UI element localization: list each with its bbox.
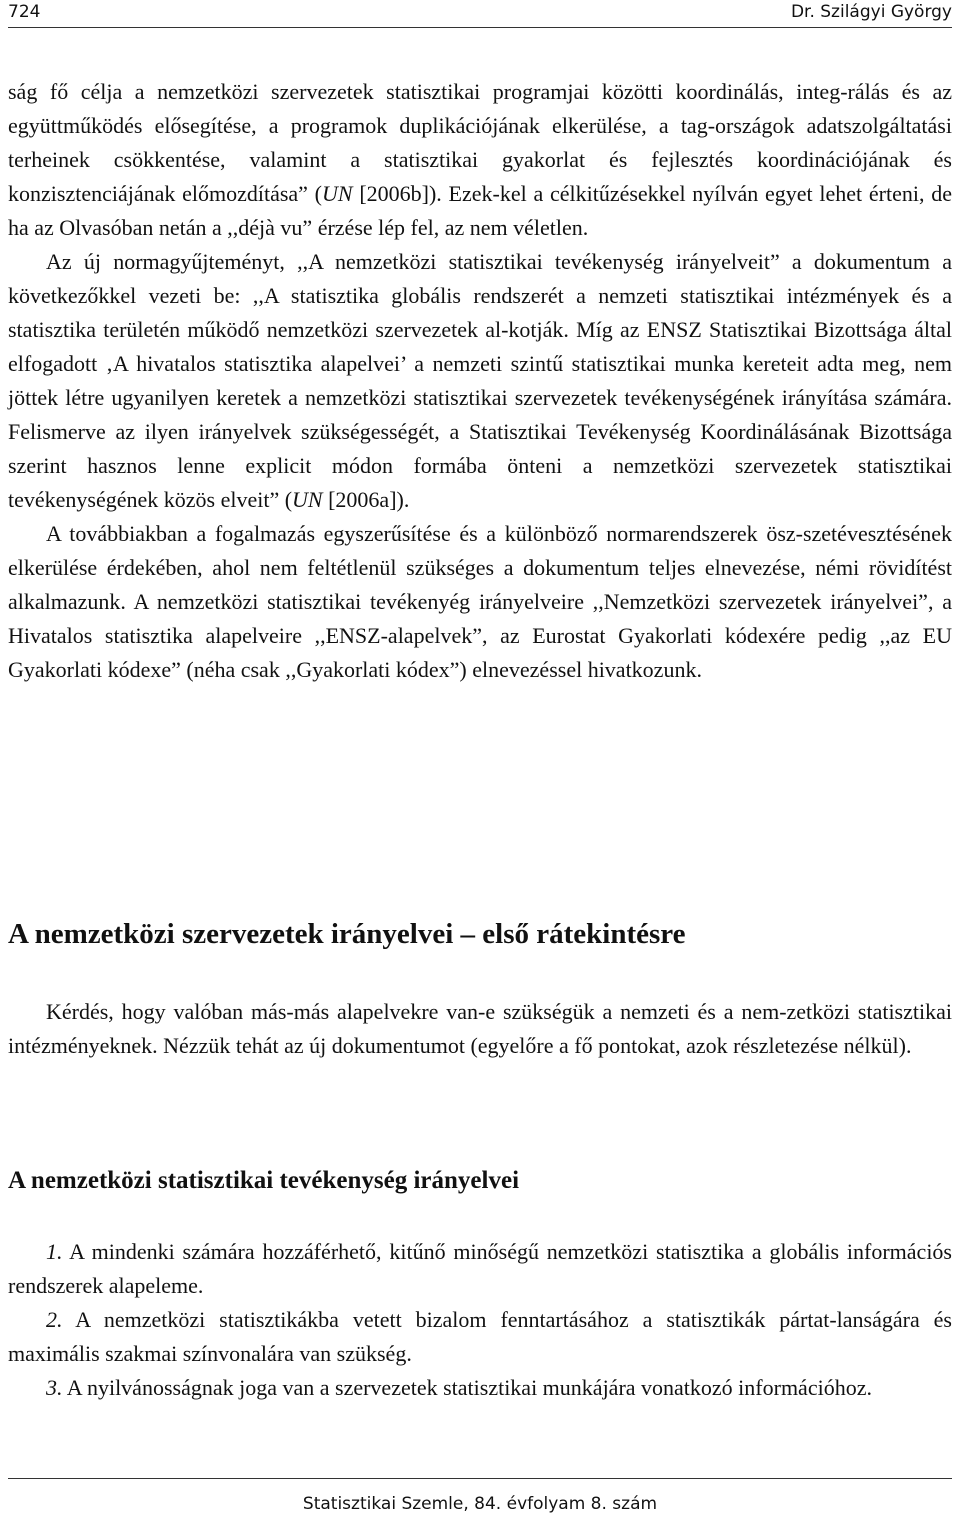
principle-number: 2. (46, 1307, 63, 1332)
journal-footer: Statisztikai Szemle, 84. évfolyam 8. szám (302, 1494, 658, 1514)
p2-text-b: [2006a]). (322, 487, 410, 512)
principle-text: A nyilvánosságnak joga van a szervezetek statisztikai munkájára vonatkozó információhoz. (62, 1375, 872, 1400)
principle-item (8, 1303, 952, 1371)
principle-item (8, 1235, 952, 1303)
p2-citation-un: UN (292, 487, 323, 512)
body-text (8, 75, 952, 687)
p1-text-b: [2006b]). Ezek-kel a célkitűzésekkel nyílván egyet lehet érteni, de ha az Olvasóban netán a ,,déjà vu” érzése lép fel, az nem véletlen. (8, 181, 952, 240)
p1-citation-un: UN (322, 181, 353, 206)
running-head-author: Dr. Szilágyi György (790, 2, 952, 22)
principles-list (8, 1235, 952, 1405)
page-number: 724 (8, 2, 41, 22)
principle-number: 1. (46, 1239, 63, 1264)
principle-number: 3. (46, 1375, 63, 1400)
p2-text-a: Az új normagyűjteményt, ,,A nemzetközi statisztikai tevékenység irányelveit” a dokumentum a következőkkel vezeti be: ,,A statisztika globális rendszerét a nemzeti statisztikai intézmények és a statisztika területén működő nemzetközi szervezetek al-kotják. Míg az ENSZ Statisztikai Bizottsága által elfogadott ‚A hivatalos statisztika alapelvei’ a nemzeti szintű statisztikai munka kereteit adta meg, nem jöttek létre ugyanilyen keretek a nemzetközi statisztikai szervezetek tevékenységének irányítása számára. Felismerve az ilyen irányelvek szükségességét, a Statisztikai Tevékenység Koordinálásának Bizottsága szerint hasznos lenne explicit módon formába önteni a nemzetközi szervezetek statisztikai tevékenységének közös elveit” ( (8, 249, 952, 512)
principle-item (8, 1371, 952, 1405)
p1-text-a: ság fő célja a nemzetközi szervezetek statisztikai programjai közötti koordinálás, integ-rálás és az együttműködés elősegítése, a programok duplikációjának elkerülése, a tag-országok adatszolgáltatási terheinek csökkentése, valamint a statisztikai gyakorlat és fejlesztés koordinációjának és konzisztenciájának előmozdítása” ( (8, 79, 952, 206)
header-rule (8, 27, 952, 28)
paragraph-3: A továbbiakban a fogalmazás egyszerűsítése és a különböző normarendszerek ösz-szetévesztésének elkerülése érdekében, ahol nem feltétlenül szükséges a dokumentum teljes elnevezése, némi rövidítést alkalmazunk. A nemzetközi statisztikai tevékenyég irányelveire ,,Nemzetközi szervezetek irányelvei”, a Hivatalos statisztika alapelveire ,,ENSZ-alapelvek”, az Eurostat Gyakorlati kódexére pedig ,,az EU Gyakorlati kódexe” (néha csak ,,Gyakorlati kódex”) elnevezéssel hivatkozunk. (8, 521, 952, 682)
paragraph-1 (8, 75, 952, 245)
running-head (8, 0, 952, 27)
section-heading: A nemzetközi szervezetek irányelvei – első rátekintésre (8, 918, 686, 950)
section-intro: Kérdés, hogy valóban más-más alapelvekre van-e szükségük a nemzeti és a nem-zetközi statisztikai intézményeknek. Nézzük tehát az új dokumentumot (egyelőre a fő pontokat, azok részletezése nélkül). (8, 999, 952, 1058)
principle-text: A mindenki számára hozzáférhető, kitűnő minőségű nemzetközi statisztika a globális információs rendszerek alapeleme. (8, 1239, 952, 1298)
principle-text: A nemzetközi statisztikákba vetett bizalom fenntartásához a statisztikák pártat-lanságára és maximális szakmai színvonalára van szükség. (8, 1307, 952, 1366)
footer-rule (8, 1478, 952, 1479)
subsection-heading: A nemzetközi statisztikai tevékenység irányelvei (8, 1167, 520, 1194)
section-intro-block (8, 995, 952, 1063)
paragraph-2 (8, 245, 952, 517)
